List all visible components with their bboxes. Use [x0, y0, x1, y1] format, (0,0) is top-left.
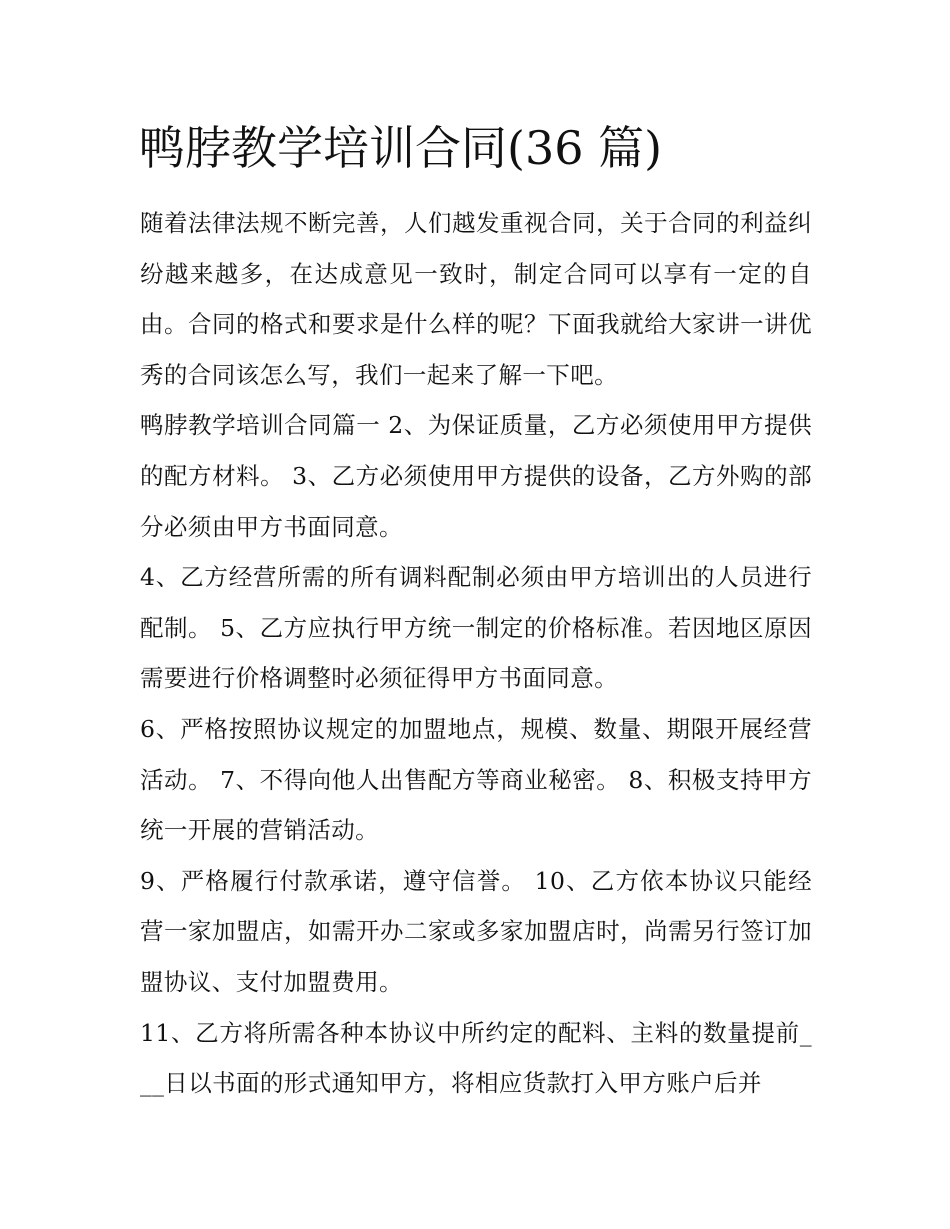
paragraph-intro: 随着法律法规不断完善，人们越发重视合同，关于合同的利益纠纷越来越多，在达成意见一致时，制定合同可以享有一定的自由。合同的格式和要求是什么样的呢？下面我就给大家讲一讲优秀的合同该怎么写，我们一起来了解一下吧。: [140, 209, 812, 389]
paragraph-article-2: 4、乙方经营所需的所有调料配制必须由甲方培训出的人员进行配制。 5、乙方应执行甲方统一制定的价格标准。若因地区原因需要进行价格调整时必须征得甲方书面同意。: [140, 563, 812, 693]
page-title: 鸭脖教学培训合同(36 篇): [139, 121, 663, 175]
paragraph-article-4: 9、严格履行付款承诺，遵守信誉。 10、乙方依本协议只能经营一家加盟店，如需开办二家或多家加盟店时，尚需另行签订加盟协议、支付加盟费用。: [140, 866, 812, 996]
paragraph-article-1: 鸭脖教学培训合同篇一 2、为保证质量，乙方必须使用甲方提供的配方材料。 3、乙方必须使用甲方提供的设备，乙方外购的部分必须由甲方书面同意。: [140, 411, 812, 541]
paragraph-article-5: 11、乙方将所需各种本协议中所约定的配料、主料的数量提前___日以书面的形式通知甲方，将相应货款打入甲方账户后并: [140, 1018, 812, 1098]
paragraph-article-3: 6、严格按照协议规定的加盟地点，规模、数量、期限开展经营活动。 7、不得向他人出售配方等商业秘密。 8、积极支持甲方统一开展的营销活动。: [140, 714, 812, 845]
document-body: [140, 198, 812, 1109]
